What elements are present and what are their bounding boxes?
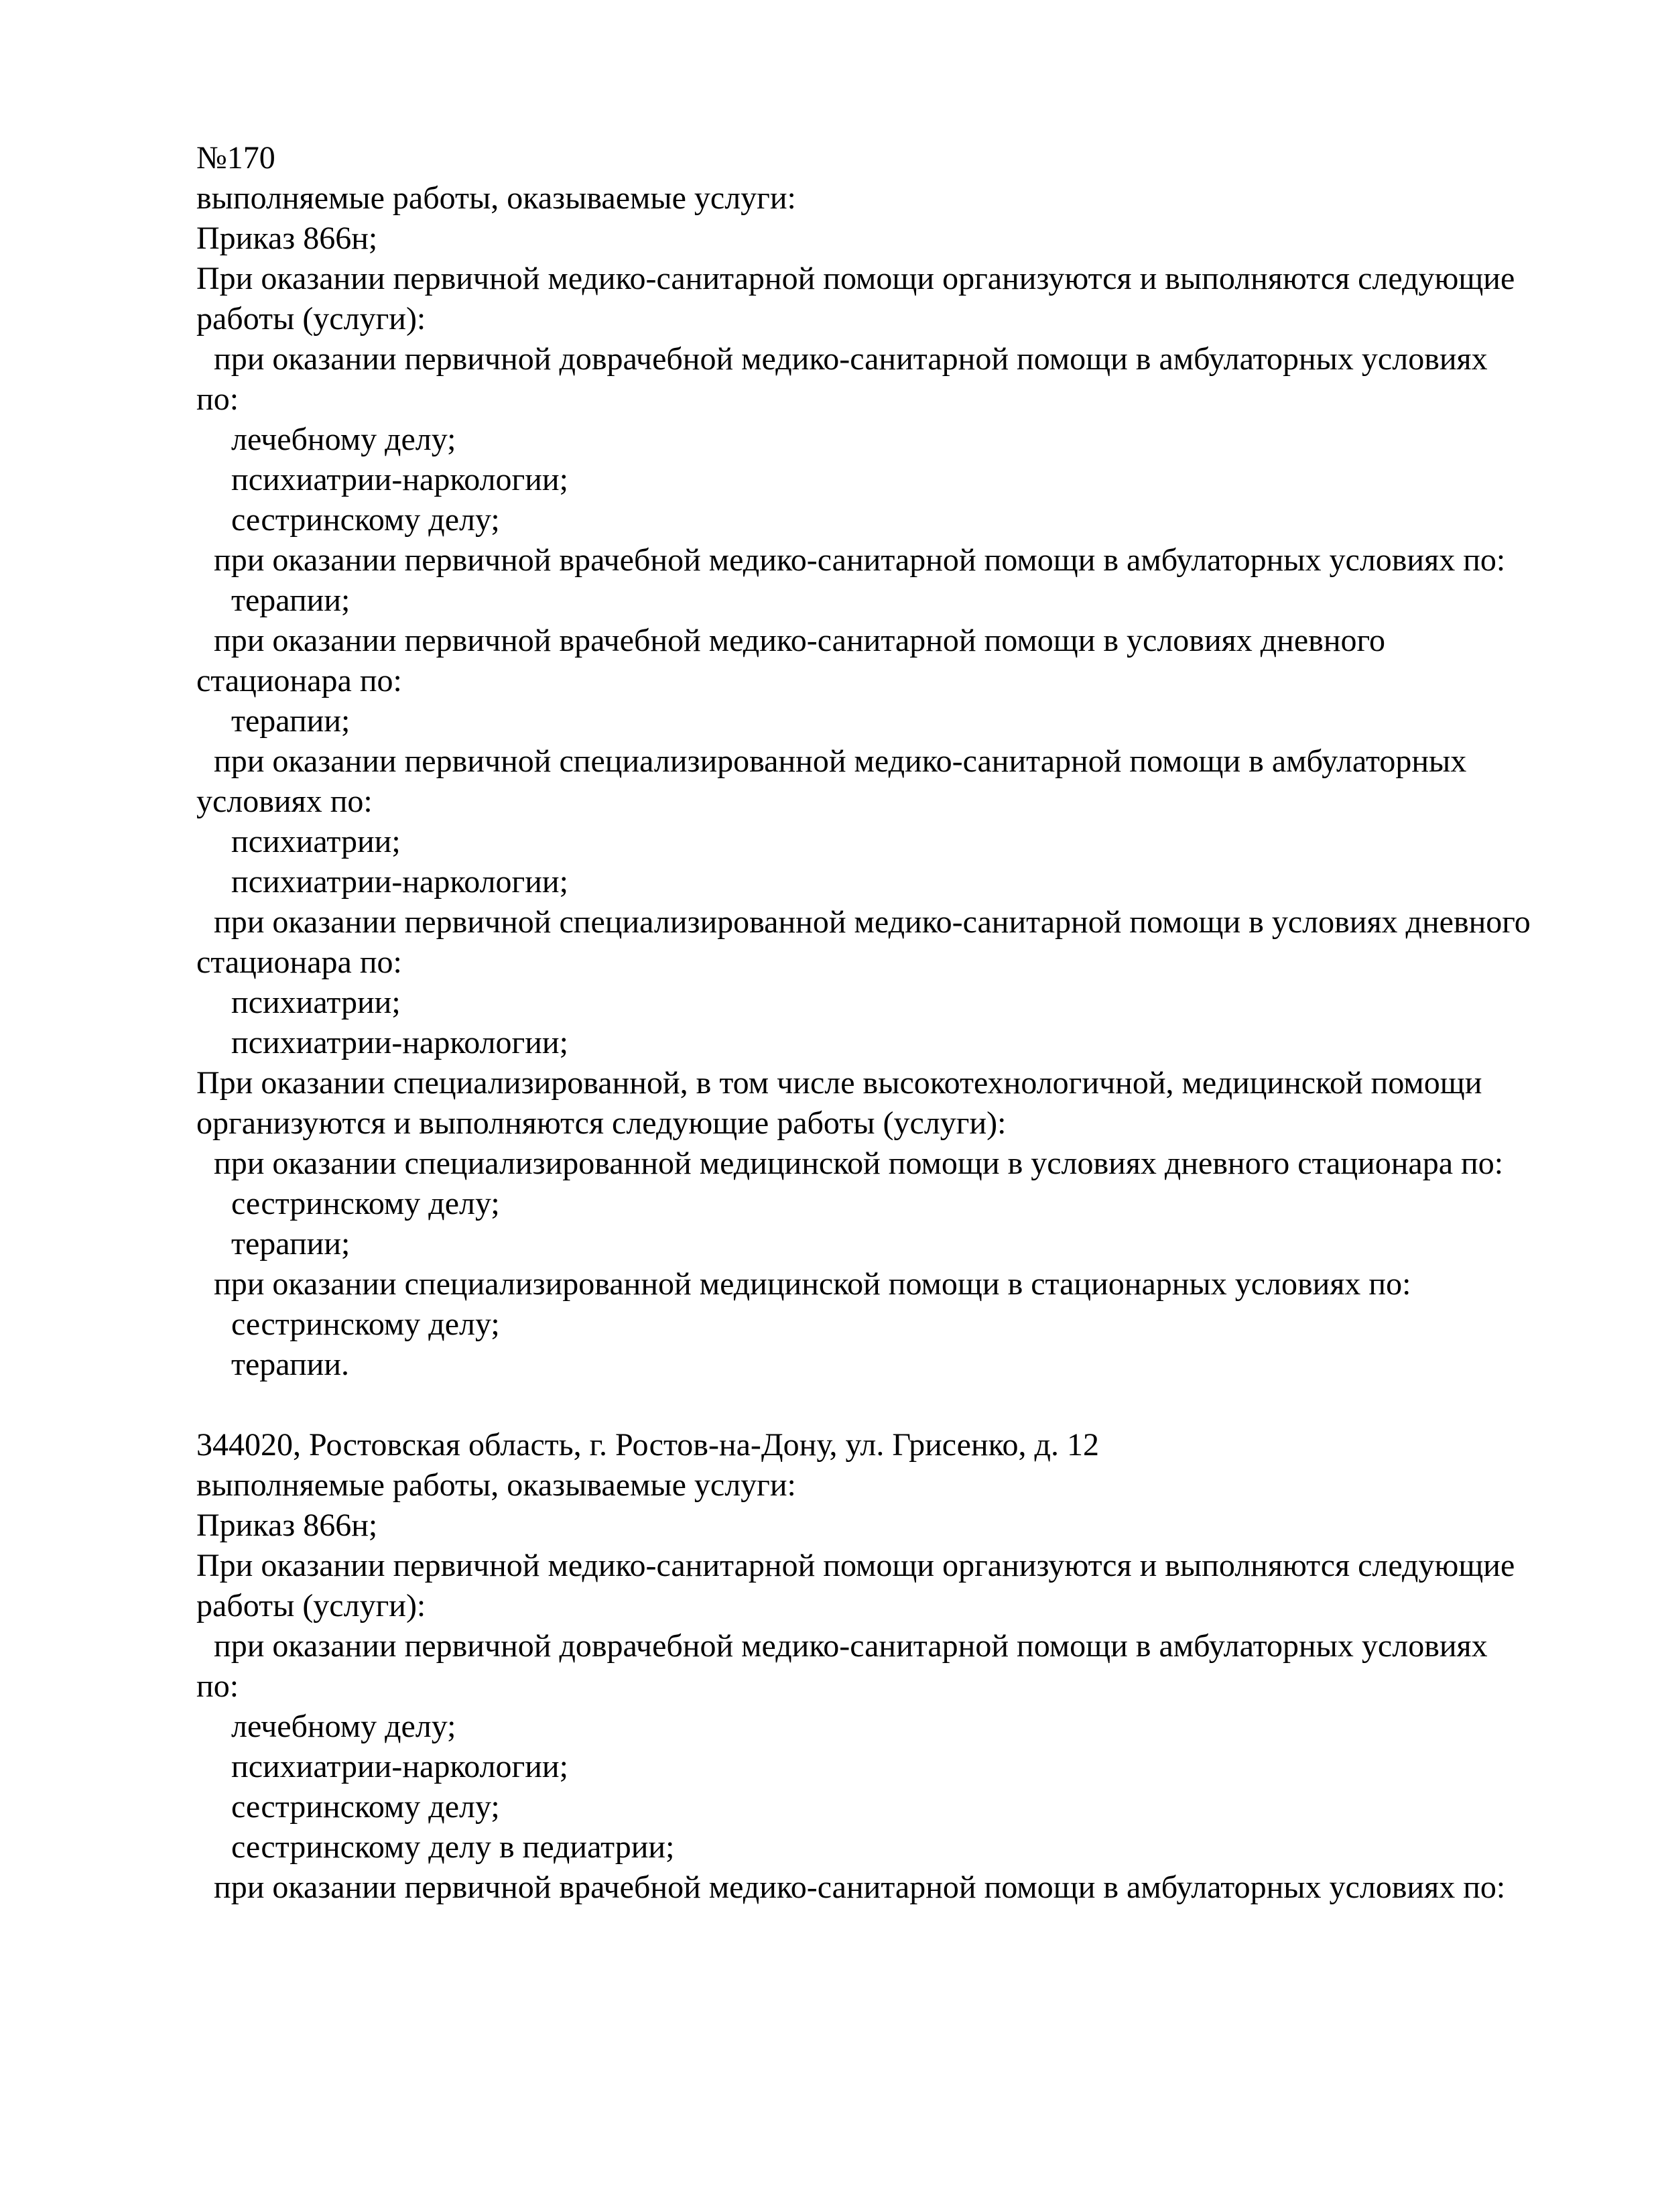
text-line: сестринскому делу;	[231, 502, 500, 538]
text-line: психиатрии;	[231, 985, 401, 1020]
text-line: сестринскому делу;	[231, 1789, 500, 1825]
text-line: сестринскому делу в педиатрии;	[231, 1829, 675, 1865]
text-line: терапии;	[231, 703, 350, 739]
text-line: условиях по:	[196, 784, 373, 819]
text-line: №170	[196, 140, 275, 176]
text-line: Приказ 866н;	[196, 1508, 378, 1543]
text-line: при оказании специализированной медицинской помощи в стационарных условиях по:	[214, 1266, 1411, 1302]
text-line: психиатрии-наркологии;	[231, 864, 568, 900]
text-line: При оказании специализированной, в том числе высокотехнологичной, медицинской помощи	[196, 1065, 1482, 1101]
text-line: при оказании первичной специализированной медико-санитарной помощи в амбулаторных	[214, 743, 1467, 779]
text-line: при оказании специализированной медицинской помощи в условиях дневного стационара по:	[214, 1146, 1504, 1181]
text-line: организуются и выполняются следующие работы (услуги):	[196, 1105, 1007, 1141]
text-line: при оказании первичной врачебной медико-санитарной помощи в амбулаторных условиях по:	[214, 1869, 1506, 1905]
text-line: сестринскому делу;	[231, 1306, 500, 1342]
document-text	[196, 138, 1582, 1908]
text-line: психиатрии-наркологии;	[231, 462, 568, 497]
license-entry-block	[196, 138, 1582, 1385]
text-line: выполняемые работы, оказываемые услуги:	[196, 180, 796, 216]
text-line: выполняемые работы, оказываемые услуги:	[196, 1467, 796, 1503]
address-services-block	[196, 1425, 1582, 1908]
text-line: терапии;	[231, 1226, 350, 1262]
text-line: при оказании первичной врачебной медико-санитарной помощи в амбулаторных условиях по:	[214, 542, 1506, 578]
text-line: стационара по:	[196, 944, 402, 980]
text-line: лечебному делу;	[231, 422, 456, 457]
text-line: сестринскому делу;	[231, 1186, 500, 1221]
text-line: стационара по:	[196, 663, 402, 698]
text-line: по:	[196, 1668, 239, 1704]
text-line: Приказ 866н;	[196, 221, 378, 256]
text-line: 344020, Ростовская область, г. Ростов-на-Дону, ул. Грисенко, д. 12	[196, 1427, 1099, 1463]
text-line: по:	[196, 381, 239, 417]
text-line: психиатрии;	[231, 824, 401, 859]
text-line: работы (услуги):	[196, 301, 426, 336]
text-line: работы (услуги):	[196, 1588, 426, 1623]
text-line: психиатрии-наркологии;	[231, 1025, 568, 1060]
text-line: психиатрии-наркологии;	[231, 1749, 568, 1784]
text-line: при оказании первичной специализированной медико-санитарной помощи в условиях дневного	[214, 904, 1531, 940]
text-line: при оказании первичной доврачебной медико-санитарной помощи в амбулаторных условиях	[214, 341, 1488, 377]
text-line: При оказании первичной медико-санитарной помощи организуются и выполняются следующие	[196, 261, 1515, 296]
text-line: при оказании первичной врачебной медико-санитарной помощи в условиях дневного	[214, 623, 1385, 658]
text-line: при оказании первичной доврачебной медико-санитарной помощи в амбулаторных условиях	[214, 1628, 1488, 1664]
text-line: лечебному делу;	[231, 1709, 456, 1744]
text-line: При оказании первичной медико-санитарной помощи организуются и выполняются следующие	[196, 1548, 1515, 1583]
text-line: терапии;	[231, 582, 350, 618]
text-line: терапии.	[231, 1347, 350, 1382]
